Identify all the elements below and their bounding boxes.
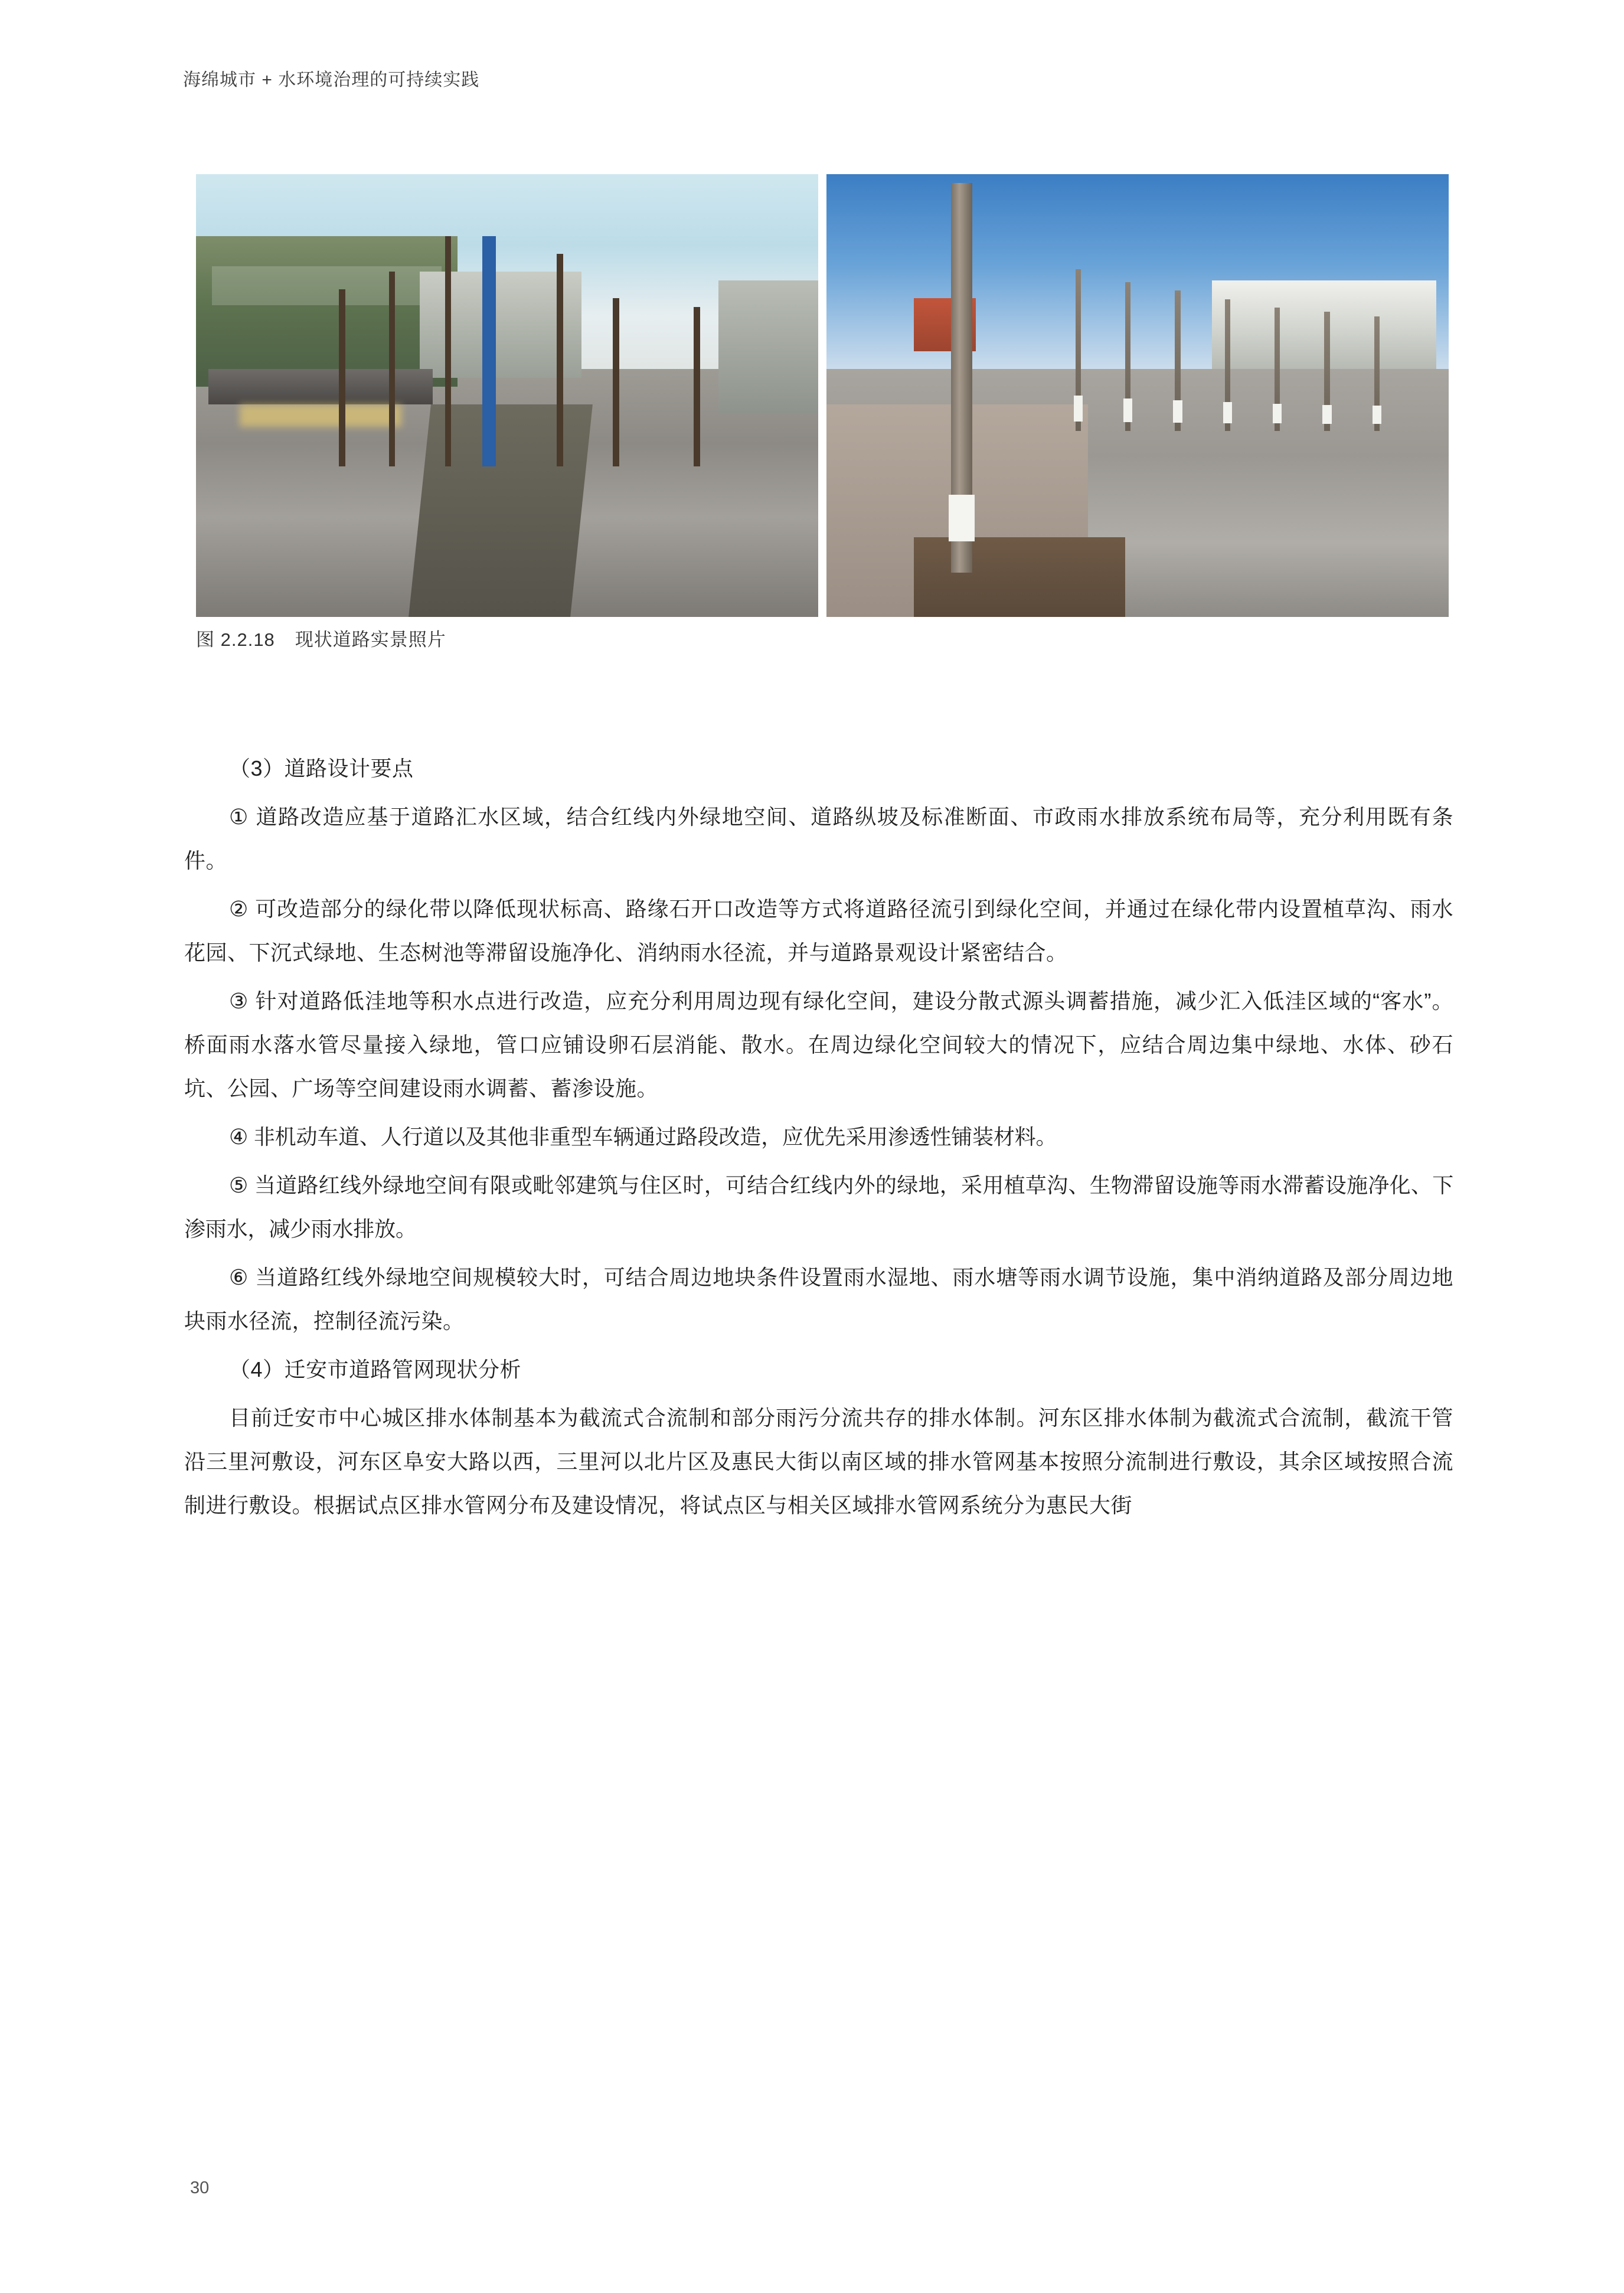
tree-pit-soil (914, 537, 1125, 617)
tree-white-band (1074, 396, 1083, 422)
tree-white-band (1173, 400, 1182, 423)
street-tree (1324, 312, 1329, 431)
figure-caption (196, 625, 446, 651)
paragraph-pipe-network: 目前迁安市中心城区排水体制基本为截流式合流制和部分雨污分流共存的排水体制。河东区排水体制为截流式合流制，截流干管沿三里河敷设，河东区阜安大路以西，三里河以北片区及惠民大街以南区域的排水管网基本按照分流制进行敷设，其余区域按照合流制进行敷设。根据试点区排水管网分布及建设情况，将试点区与相关区域排水管网系统分为惠民大街 (184, 1406, 1453, 1517)
page-body (184, 747, 1453, 1532)
list-item-3: ③ 针对道路低洼地等积水点进行改造，应充分利用周边现有绿化空间，建设分散式源头调蓄措施，减少汇入低洼区域的“客水”。桥面雨水落水管尽量接入绿地，管口应铺设卵石层消能、散水。在周边绿化空间较大的情况下，应结合周边集中绿地、水体、砂石坑、公园、广场等空间建设雨水调蓄、蓄渗设施。 (184, 989, 1453, 1100)
list-item-1: ① 道路改造应基于道路汇水区域，结合红线内外绿地空间、道路纵坡及标准断面、市政雨水排放系统布局等，充分利用既有条件。 (184, 805, 1453, 873)
figure-image-row (196, 174, 1449, 617)
bare-tree (613, 298, 619, 466)
foreground-tree (951, 183, 972, 573)
tree-white-band (1123, 399, 1132, 422)
blue-utility-pole (482, 236, 496, 466)
list-item-2: ② 可改造部分的绿化带以降低现状标高、路缘石开口改造等方式将道路径流引到绿化空间，并通过在绿化带内设置植草沟、雨水花园、下沉式绿地、生态树池等滞留设施净化、消纳雨水径流，并与道路景观设计紧密结合。 (184, 897, 1453, 965)
figure-number: 图 2.2.18 (196, 629, 275, 650)
tree-white-band (1273, 404, 1282, 423)
parked-cars (208, 369, 432, 404)
list-item-5: ⑤ 当道路红线外绿地空间有限或毗邻建筑与住区时，可结合红线内外的绿地，采用植草沟、生物滞留设施等雨水滞蓄设施净化、下渗雨水，减少雨水排放。 (184, 1173, 1453, 1241)
heading-road-design-points: （3）道路设计要点 (229, 756, 414, 780)
bare-tree (389, 272, 396, 466)
street-tree (1225, 299, 1230, 431)
bare-tree (339, 289, 345, 466)
bare-tree (445, 236, 452, 466)
roadside-buildings-right-left (718, 280, 818, 413)
list-item-4: ④ 非机动车道、人行道以及其他非重型车辆通过路段改造，应优先采用渗透性铺装材料。 (229, 1125, 1057, 1149)
street-tree (1076, 269, 1081, 431)
page-number: 30 (190, 2178, 210, 2197)
street-tree (1275, 308, 1280, 431)
heading-pipe-network-analysis: （4）迁安市道路管网现状分析 (229, 1357, 522, 1381)
street-tree (1175, 290, 1180, 431)
tree-white-band (1223, 402, 1232, 423)
street-tree-row (826, 218, 1449, 431)
tree-white-band (1373, 406, 1381, 424)
running-header: 海绵城市 + 水环境治理的可持续实践 (183, 70, 480, 90)
roadside-buildings-left (196, 236, 458, 387)
list-item-6: ⑥ 当道路红线外绿地空间规模较大时，可结合周边地块条件设置雨水湿地、雨水塘等雨水调节设施，集中消纳道路及部分周边地块雨水径流，控制径流污染。 (184, 1265, 1453, 1333)
tree-white-band (1322, 405, 1331, 424)
figure-title: 现状道路实景照片 (295, 629, 446, 650)
bare-tree (557, 254, 563, 466)
street-photo-left (196, 174, 818, 617)
tree-white-band (949, 495, 975, 541)
median-curb (409, 404, 593, 617)
sun-flare (240, 404, 401, 427)
street-tree (1374, 316, 1380, 431)
street-photo-right (826, 174, 1449, 617)
street-tree (1125, 282, 1130, 431)
bare-tree (694, 307, 700, 466)
